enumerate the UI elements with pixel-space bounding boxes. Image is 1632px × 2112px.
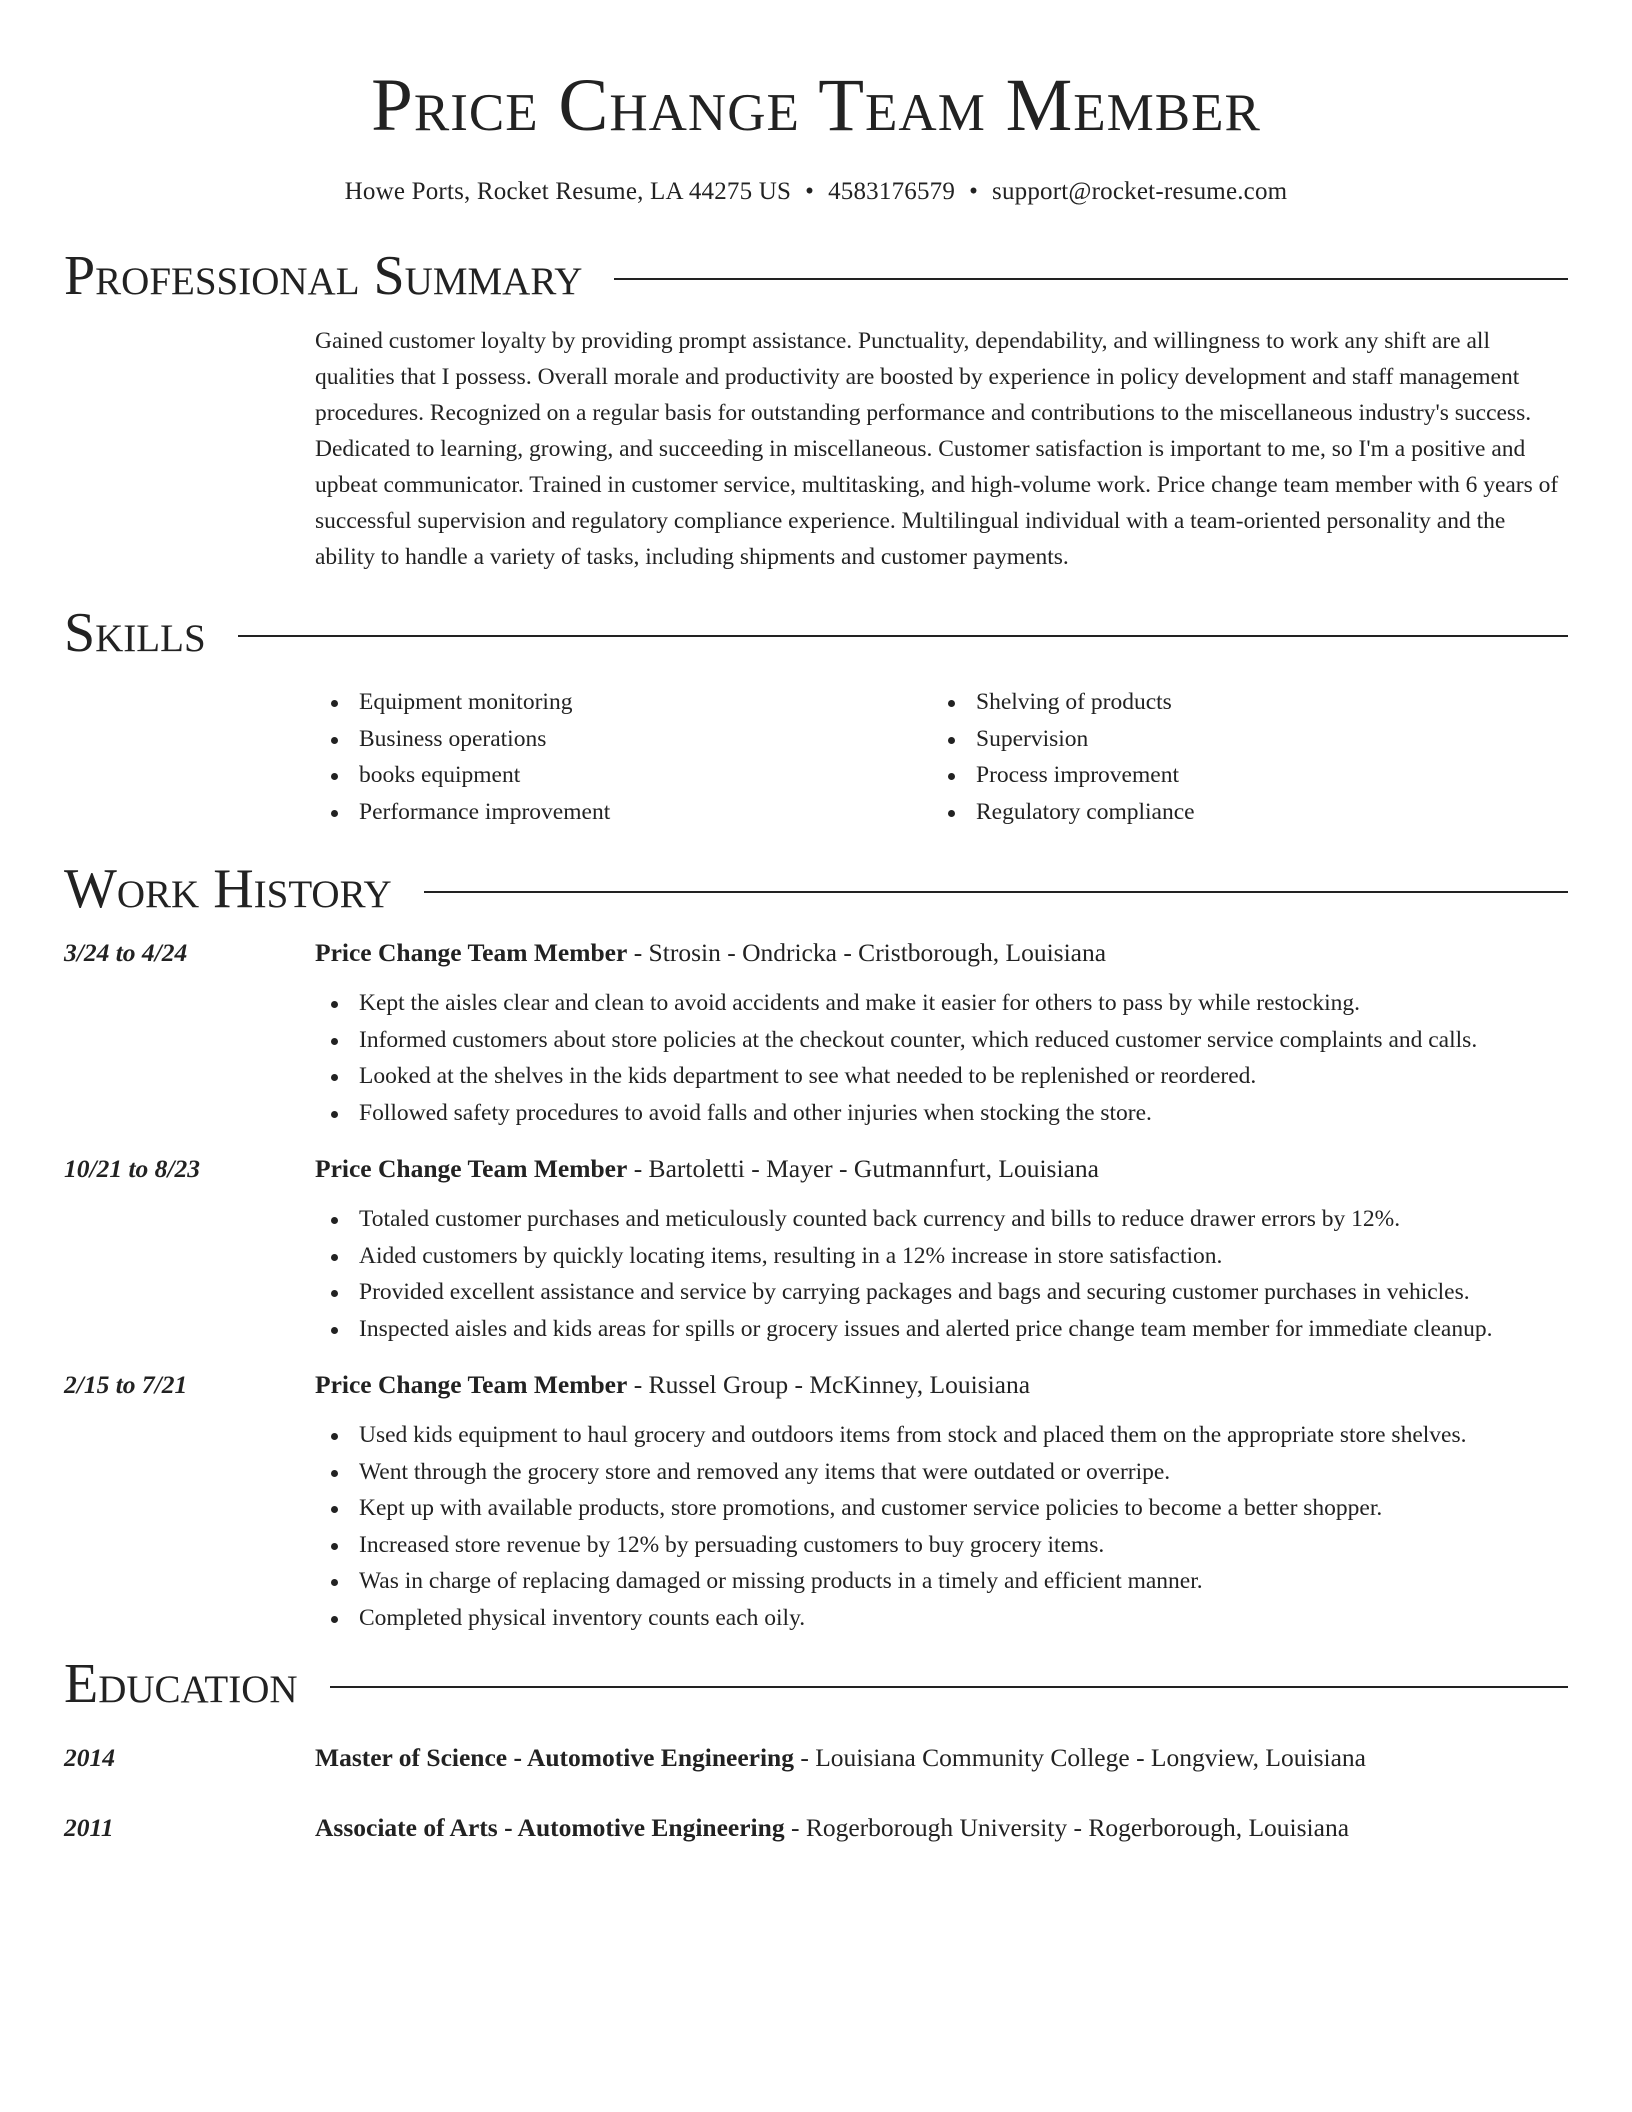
job-employer: - Russel Group - McKinney, Louisiana xyxy=(627,1370,1031,1399)
job-entry xyxy=(64,1151,1568,1347)
job-title: Price Change Team Member xyxy=(315,1154,628,1183)
skills-section xyxy=(64,602,1568,830)
work-history-section xyxy=(64,858,1568,1636)
degree: Master of Science - Automotive Engineering xyxy=(315,1743,794,1772)
education-year: 2011 xyxy=(64,1813,114,1842)
section-divider xyxy=(614,278,1568,280)
skills-heading: Skills xyxy=(64,602,206,664)
job-bullet: Informed customers about store policies at the checkout counter, which reduced customer service complaints and calls. xyxy=(315,1022,1568,1059)
education-section xyxy=(64,1653,1568,1846)
job-info xyxy=(315,1367,1030,1403)
education-entry xyxy=(64,1740,1568,1776)
job-bullet: Was in charge of replacing damaged or missing products in a timely and efficient manner. xyxy=(315,1563,1568,1600)
job-header xyxy=(64,1367,1568,1403)
job-bullets xyxy=(315,1201,1568,1347)
skill-item: Supervision xyxy=(932,721,1549,758)
job-entry xyxy=(64,1367,1568,1636)
degree: Associate of Arts - Automotive Engineering xyxy=(315,1813,785,1842)
job-bullet: Kept the aisles clear and clean to avoid accidents and make it easier for others to pass by while restocking. xyxy=(315,985,1568,1022)
job-dates: 3/24 to 4/24 xyxy=(64,938,188,967)
summary-section xyxy=(64,245,1568,575)
job-bullet: Went through the grocery store and removed any items that were outdated or overripe. xyxy=(315,1454,1568,1491)
job-list xyxy=(64,935,1568,1636)
separator: • xyxy=(805,178,815,205)
job-bullets xyxy=(315,985,1568,1131)
section-divider xyxy=(238,635,1568,637)
job-header xyxy=(64,935,1568,971)
skills-column-right xyxy=(932,684,1549,830)
job-bullet: Completed physical inventory counts each oily. xyxy=(315,1600,1568,1637)
skill-item: Regulatory compliance xyxy=(932,794,1549,831)
job-bullet: Totaled customer purchases and meticulously counted back currency and bills to reduce drawer errors by 12%. xyxy=(315,1201,1568,1238)
section-divider xyxy=(424,891,1568,893)
skill-item: Shelving of products xyxy=(932,684,1549,721)
job-bullet: Provided excellent assistance and service by carrying packages and bags and securing customer purchases in vehicles. xyxy=(315,1274,1568,1311)
job-bullet: Inspected aisles and kids areas for spills or grocery issues and alerted price change team member for immediate cleanup. xyxy=(315,1311,1568,1348)
institution: - Rogerborough University - Rogerborough, Louisiana xyxy=(784,1813,1350,1842)
separator: • xyxy=(969,178,979,205)
skill-item: Equipment monitoring xyxy=(315,684,932,721)
work-heading: Work History xyxy=(64,858,392,920)
section-divider xyxy=(330,1686,1568,1688)
education-list xyxy=(64,1740,1568,1846)
section-header xyxy=(64,1653,1568,1715)
job-employer: - Strosin - Ondricka - Cristborough, Louisiana xyxy=(627,938,1107,967)
phone: 4583176579 xyxy=(828,178,956,205)
job-bullet: Used kids equipment to haul grocery and outdoors items from stock and placed them on the appropriate store shelves. xyxy=(315,1417,1568,1454)
job-bullet: Kept up with available products, store promotions, and customer service policies to become a better shopper. xyxy=(315,1490,1568,1527)
job-title: Price Change Team Member xyxy=(315,938,628,967)
job-header xyxy=(64,1151,1568,1187)
skills-grid xyxy=(315,684,1568,830)
candidate-name: Price Change Team Member xyxy=(371,64,1261,147)
summary-text: Gained customer loyalty by providing prompt assistance. Punctuality, dependability, and willingness to work any shift are all qualities that I possess. Overall morale and productivity are boosted by experience in policy development and staff management procedures. Recognized on a regular basis for outstanding performance and contributions to the miscellaneous industry's success. Dedicated to learning, growing, and succeeding in miscellaneous. Customer satisfaction is important to me, so I'm a positive and upbeat communicator. Trained in customer service, multitasking, and high-volume work. Price change team member with 6 years of successful supervision and regulatory compliance experience. Multilingual individual with a team-oriented personality and the ability to handle a variety of tasks, including shipments and customer payments. xyxy=(315,328,1559,570)
skill-item: books equipment xyxy=(315,757,932,794)
contact-line xyxy=(64,178,1568,206)
skill-item: Process improvement xyxy=(932,757,1549,794)
job-title: Price Change Team Member xyxy=(315,1370,628,1399)
section-header xyxy=(64,858,1568,920)
job-dates: 2/15 to 7/21 xyxy=(64,1370,188,1399)
education-info xyxy=(315,1810,1349,1846)
education-heading: Education xyxy=(64,1653,298,1715)
education-info xyxy=(315,1740,1366,1776)
section-header xyxy=(64,245,1568,307)
section-header xyxy=(64,602,1568,664)
address: Howe Ports, Rocket Resume, LA 44275 US xyxy=(344,178,792,205)
email: support@rocket-resume.com xyxy=(992,178,1288,205)
education-year: 2014 xyxy=(64,1743,115,1772)
job-dates: 10/21 to 8/23 xyxy=(64,1154,201,1183)
skill-item: Performance improvement xyxy=(315,794,932,831)
skill-item: Business operations xyxy=(315,721,932,758)
job-info xyxy=(315,935,1106,971)
job-bullet: Aided customers by quickly locating items, resulting in a 12% increase in store satisfaction. xyxy=(315,1238,1568,1275)
skills-column-left xyxy=(315,684,932,830)
summary-heading: Professional Summary xyxy=(64,245,583,307)
institution: - Louisiana Community College - Longview, Louisiana xyxy=(793,1743,1366,1772)
education-entry xyxy=(64,1810,1568,1846)
job-bullet: Followed safety procedures to avoid falls and other injuries when stocking the store. xyxy=(315,1095,1568,1132)
job-bullet: Increased store revenue by 12% by persuading customers to buy grocery items. xyxy=(315,1527,1568,1564)
job-info xyxy=(315,1151,1099,1187)
job-bullet: Looked at the shelves in the kids department to see what needed to be replenished or reordered. xyxy=(315,1058,1568,1095)
job-entry xyxy=(64,935,1568,1131)
job-employer: - Bartoletti - Mayer - Gutmannfurt, Louisiana xyxy=(627,1154,1099,1183)
job-bullets xyxy=(315,1417,1568,1636)
